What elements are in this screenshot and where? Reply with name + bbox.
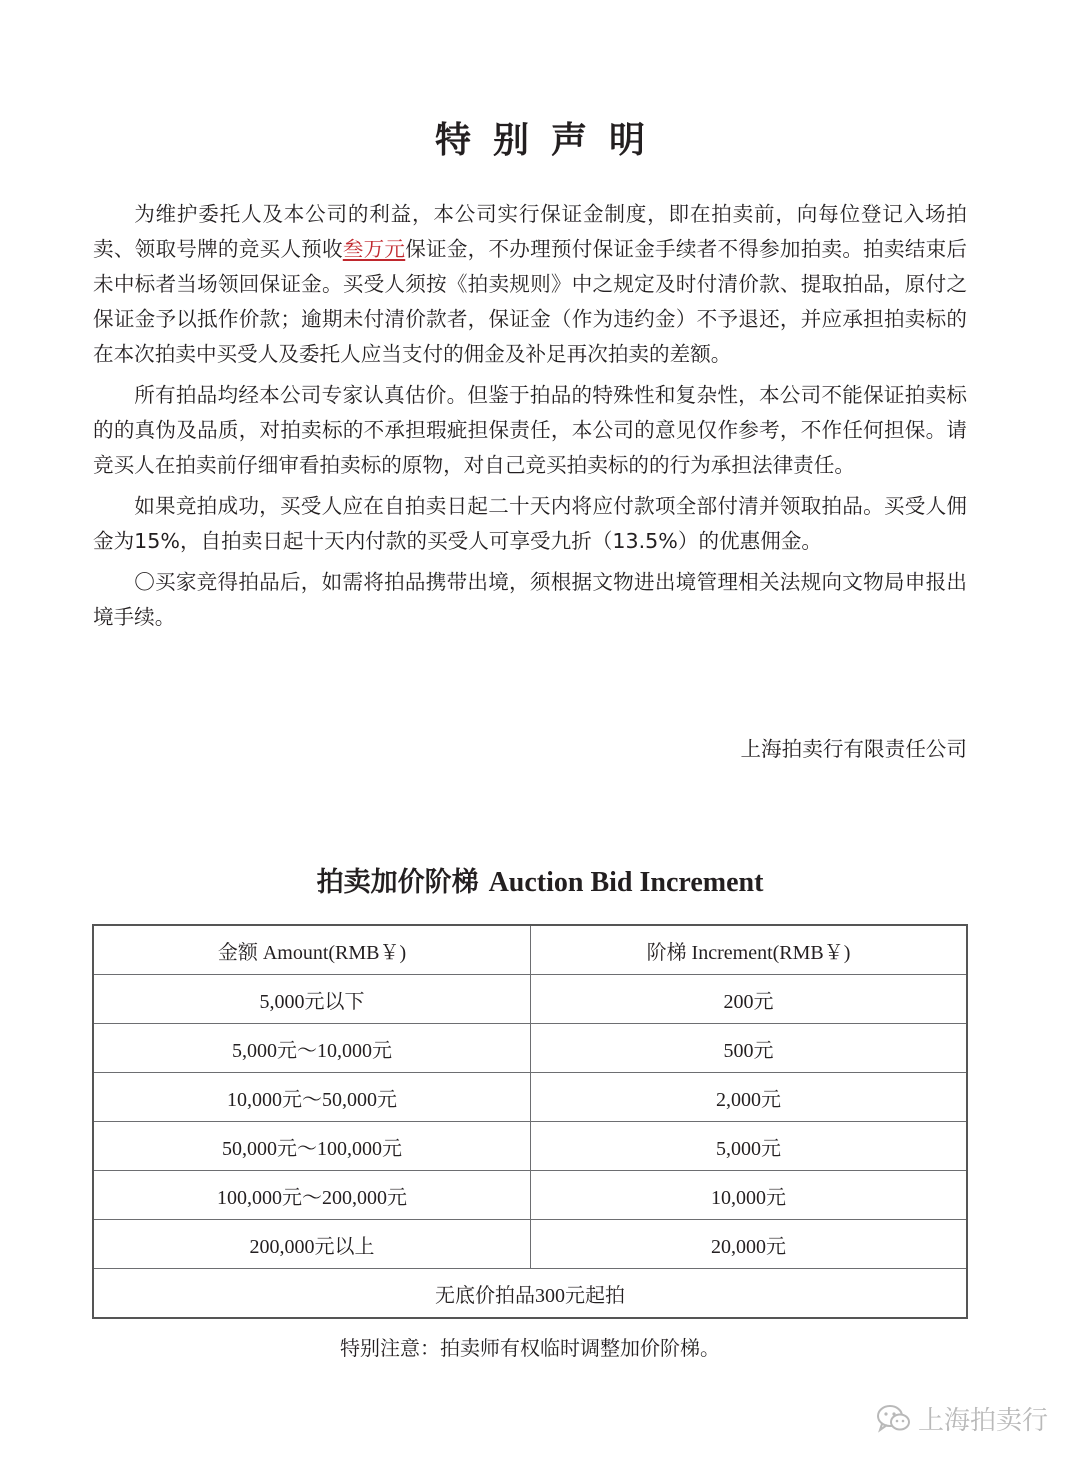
increment-title-en: Auction Bid Increment — [488, 867, 764, 898]
increment-cell: 20,000元 — [531, 1220, 968, 1269]
increment-cell: 5,000元 — [531, 1122, 968, 1171]
table-row — [93, 1171, 967, 1220]
bid-increment-table — [92, 924, 968, 1319]
paragraph-export: 〇买家竞得拍品后，如需将拍品携带出境，须根据文物进出境管理相关法规向文物局申报出境手续。 — [93, 570, 967, 629]
watermark-text: 上海拍卖行 — [917, 1406, 1048, 1436]
paragraph-appraisal: 所有拍品均经本公司专家认真估价。但鉴于拍品的特殊性和复杂性，本公司不能保证拍卖标的的真伪及品质，对拍卖标的不承担瑕疵担保责任，本公司的意见仅作参考，不作任何担保。请竞买人在拍卖前仔细审看拍卖标的原物，对自己竞买拍卖标的的行为承担法律责任。 — [93, 383, 967, 477]
paragraph-payment: 如果竞拍成功，买受人应在自拍卖日起二十天内将应付款项全部付清并领取拍品。买受人佣金为15%，自拍卖日起十天内付款的买受人可享受九折（13.5%）的优惠佣金。 — [93, 494, 967, 553]
no-reserve-note: 无底价拍品300元起拍 — [93, 1269, 967, 1319]
company-signature: 上海拍卖行有限责任公司 — [740, 737, 967, 761]
table-row — [93, 1073, 967, 1122]
table-footer-row — [93, 1269, 967, 1319]
amount-cell: 5,000元以下 — [93, 975, 531, 1024]
table-row — [93, 975, 967, 1024]
increment-title — [0, 860, 1080, 899]
paragraph-deposit-before: 为维护委托人及本公司的利益，本公司实行保证金制度，即在拍卖前，向每位登记入场拍卖、领取号牌的竞买人预收 — [93, 202, 967, 261]
special-note: 特别注意：拍卖师有权临时调整加价阶梯。 — [340, 1338, 720, 1360]
deposit-amount-highlight: 叁万元 — [342, 237, 406, 261]
amount-cell: 10,000元～50,000元 — [93, 1073, 531, 1122]
amount-cell: 100,000元～200,000元 — [93, 1171, 531, 1220]
header-increment: 阶梯 Increment(RMB￥) — [531, 925, 968, 975]
increment-title-cn: 拍卖加价阶梯 — [316, 867, 479, 898]
page-title: 特别声明 — [434, 119, 667, 161]
paragraph-deposit-after: 保证金，不办理预付保证金手续者不得参加拍卖。拍卖结束后未中标者当场领回保证金。买受人须按《拍卖规则》中之规定及时付清价款、提取拍品，原付之保证金予以抵作价款；逾期未付清价款者，保证金（作为违约金）不予退还，并应承担拍卖标的在本次拍卖中买受人及委托人应当支付的佣金及补足再次拍卖的差额。 — [93, 237, 968, 366]
amount-cell: 5,000元～10,000元 — [93, 1024, 531, 1073]
increment-cell: 10,000元 — [531, 1171, 968, 1220]
table-row — [93, 1220, 967, 1269]
watermark — [876, 1400, 1048, 1437]
header-amount: 金额 Amount(RMB￥) — [93, 925, 531, 975]
table-row — [93, 1024, 967, 1073]
amount-cell: 50,000元～100,000元 — [93, 1122, 531, 1171]
paragraph-deposit — [93, 197, 967, 372]
wechat-icon — [876, 1404, 912, 1434]
table-header-row — [93, 925, 967, 975]
increment-cell: 2,000元 — [531, 1073, 968, 1122]
increment-cell: 200元 — [531, 975, 968, 1024]
declaration-body — [93, 197, 967, 641]
table-row — [93, 1122, 967, 1171]
increment-cell: 500元 — [531, 1024, 968, 1073]
amount-cell: 200,000元以上 — [93, 1220, 531, 1269]
